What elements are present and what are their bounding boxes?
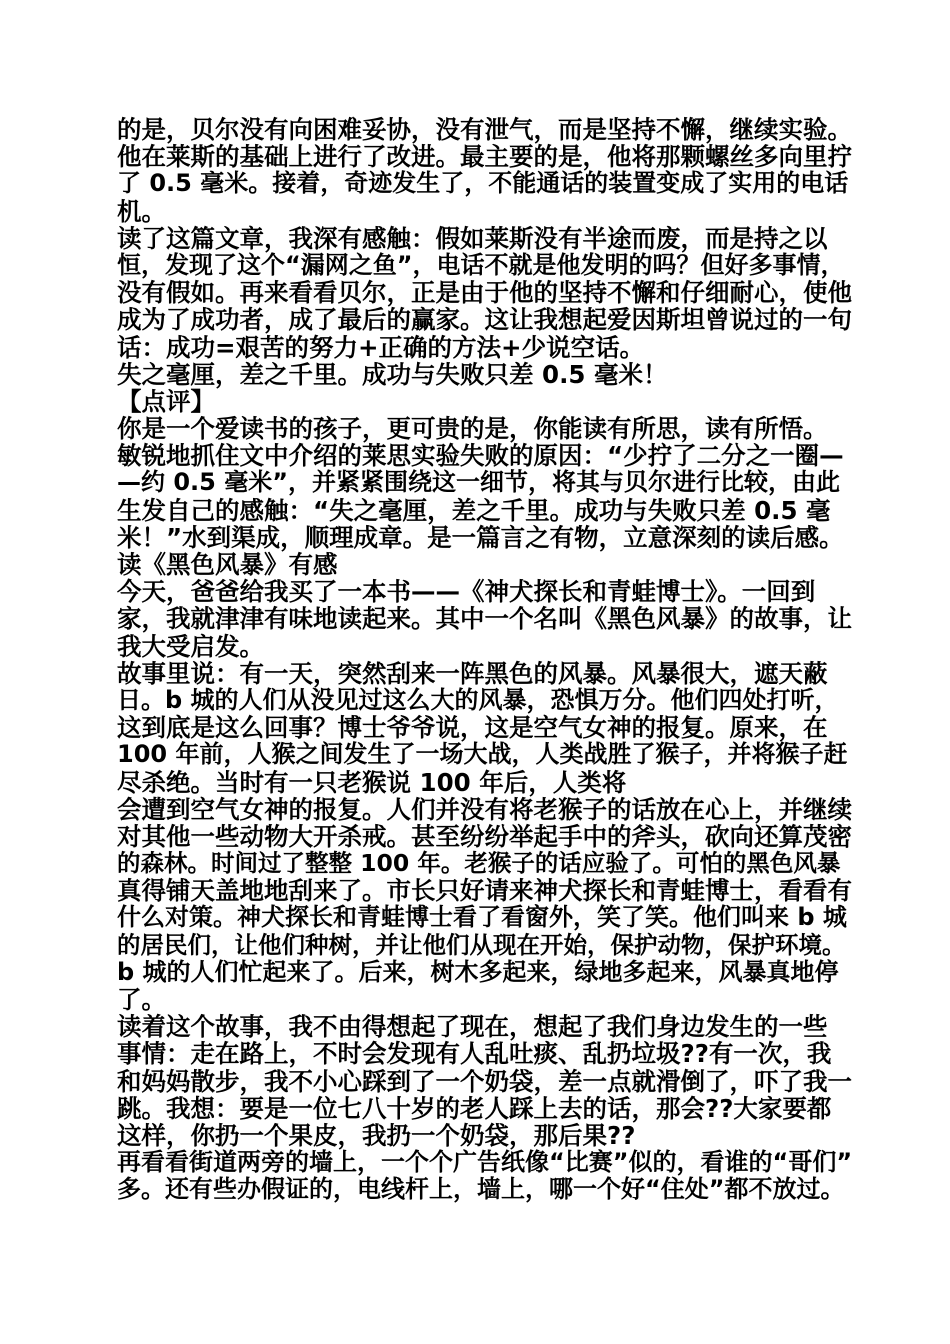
text-line: 【点评】 (117, 386, 215, 416)
text-line: 他在莱斯的基础上进行了改进。最主要的是，他将那颗螺丝多向里拧 (117, 142, 852, 172)
document-body (117, 116, 853, 1204)
text-line: 了 0.5 毫米。接着，奇迹发生了，不能通话的装置变成了实用的电话 (117, 169, 849, 198)
text-line: 你是一个爱读书的孩子，更可贵的是，你能读有所思，读有所悟。 (117, 414, 828, 444)
text-line: 和妈妈散步，我不小心踩到了一个奶袋，差一点就滑倒了，吓了我一 (117, 1066, 852, 1096)
text-line: 多。还有些办假证的，电线杆上，墙上，哪一个好“住处”都不放过。 (117, 1175, 845, 1204)
text-line: 米！”水到渠成，顺理成章。是一篇言之有物，立意深刻的读后感。 (117, 522, 844, 552)
text-line: b 城的人们忙起来了。后来，树木多起来，绿地多起来，风暴真地停 (117, 957, 839, 986)
text-line: 恒，发现了这个“漏网之鱼”，电话不就是他发明的吗？但好多事情， (117, 250, 845, 279)
text-line: 故事里说：有一天，突然刮来一阵黑色的风暴。风暴很大，遮天蔽 (117, 658, 828, 688)
text-line: 再看看街道两旁的墙上，一个个广告纸像“比赛”似的，看谁的“哥们” (117, 1148, 853, 1177)
text-line: 读着这个故事，我不由得想起了现在，想起了我们身边发生的一些 (117, 1012, 828, 1042)
text-line: 的居民们，让他们种树，并让他们从现在开始，保护动物，保护环境。 (117, 930, 846, 959)
text-line: 了。 (117, 985, 166, 1014)
text-line: 机。 (117, 196, 166, 226)
text-line: 敏锐地抓住文中介绍的莱思实验失败的原因：“少拧了二分之一圈— (117, 441, 844, 471)
text-line: 我大受启发。 (117, 631, 264, 661)
text-line: 的森林。时间过了整整 100 年。老猴子的话应验了。可怕的黑色风暴 (117, 849, 841, 878)
text-line: 这样，你扔一个果皮，我扔一个奶袋，那后果?? (117, 1120, 636, 1150)
text-line: 今天，爸爸给我买了一本书——《神犬探长和青蛙博士》。一回到 (117, 577, 816, 607)
text-line: —约 0.5 毫米”，并紧紧围绕这一细节，将其与贝尔进行比较，由此 (117, 468, 840, 497)
text-line: 100 年前，人猴之间发生了一场大战，人类战胜了猴子，并将猴子赶 (117, 740, 848, 769)
text-line: 尽杀绝。当时有一只老猴说 100 年后，人类将 (117, 767, 627, 797)
text-line: 没有假如。再来看看贝尔，正是由于他的坚持不懈和仔细耐心，使他 (117, 278, 852, 308)
text-line: 事情：走在路上，不时会发现有人乱吐痰、乱扔垃圾??有一次，我 (117, 1039, 832, 1069)
text-line: 真得铺天盖地地刮来了。市长只好请来神犬探长和青蛙博士，看看有 (117, 876, 852, 906)
text-line: 会遭到空气女神的报复。人们并没有将老猴子的话放在心上，并继续 (117, 794, 852, 824)
text-line: 读了这篇文章，我深有感触：假如莱斯没有半途而废，而是持之以 (117, 223, 828, 253)
text-line: 读《黑色风暴》有感 (117, 550, 338, 579)
text-line: 日。b 城的人们从没见过这么大的风暴，恐惧万分。他们四处打听， (117, 685, 839, 714)
text-line: 什么对策。神犬探长和青蛙博士看了看窗外，笑了笑。他们叫来 b 城 (117, 903, 847, 932)
text-line: 失之毫厘，差之千里。成功与失败只差 0.5 毫米！ (117, 359, 668, 389)
text-line: 话：成功=艰苦的努力+正确的方法+少说空话。 (117, 332, 645, 362)
text-line: 成为了成功者，成了最后的赢家。这让我想起爱因斯坦曾说过的一句 (117, 305, 852, 335)
text-line: 生发自己的感触：“失之毫厘，差之千里。成功与失败只差 0.5 毫 (117, 495, 831, 525)
text-line: 跳。我想：要是一位七八十岁的老人踩上去的话，那会??大家要都 (117, 1093, 832, 1123)
text-line: 这到底是这么回事？博士爷爷说，这是空气女神的报复。原来，在 (117, 713, 828, 743)
text-line: 的是，贝尔没有向困难妥协，没有泄气，而是坚持不懈，继续实验。 (117, 115, 852, 144)
text-line: 对其他一些动物大开杀戒。甚至纷纷举起手中的斧头，砍向还算茂密 (117, 821, 852, 851)
text-line: 家，我就津津有味地读起来。其中一个名叫《黑色风暴》的故事，让 (117, 604, 852, 634)
